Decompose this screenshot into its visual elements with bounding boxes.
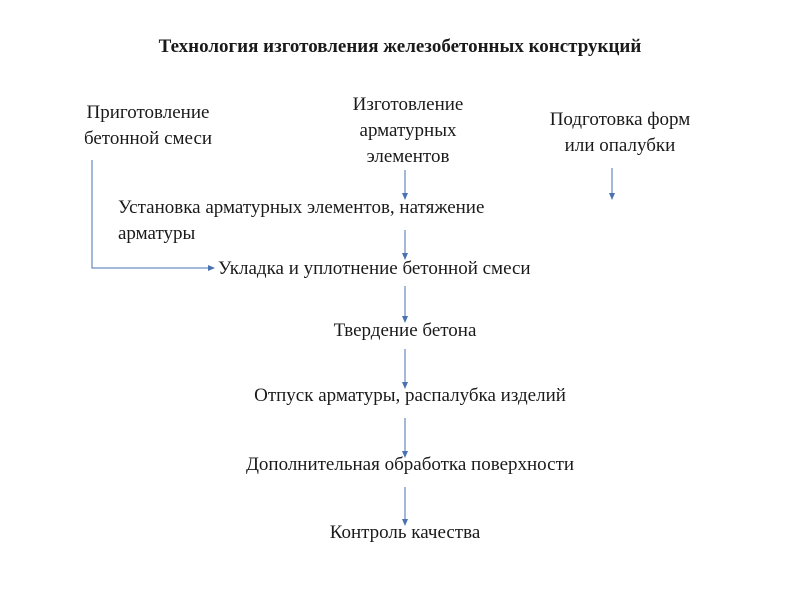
node-reinforcement-line-2: арматурных <box>359 120 457 141</box>
node-reinforcement-line-3: элементов <box>366 146 450 167</box>
step-hardening: Твердение бетона <box>333 320 477 341</box>
step-release: Отпуск арматуры, распалубка изделий <box>254 385 566 406</box>
step-quality: Контроль качества <box>329 522 481 543</box>
diagram-title: Технология изготовления железобетонных конструкций <box>158 36 642 57</box>
step-install-line-2: арматуры <box>118 223 196 244</box>
node-forms-line-2: или опалубки <box>564 135 676 156</box>
step-placing: Укладка и уплотнение бетонной смеси <box>218 258 531 279</box>
node-reinforcement-line-1: Изготовление <box>352 94 464 115</box>
node-concrete-mix-line-2: бетонной смеси <box>83 128 213 149</box>
node-forms-line-1: Подготовка форм <box>549 109 691 130</box>
step-install-line-1: Установка арматурных элементов, натяжение <box>118 197 485 218</box>
node-concrete-mix-line-1: Приготовление <box>86 102 210 123</box>
arrow-concrete-mix-to-placing <box>92 160 212 268</box>
step-finishing: Дополнительная обработка поверхности <box>245 454 575 475</box>
